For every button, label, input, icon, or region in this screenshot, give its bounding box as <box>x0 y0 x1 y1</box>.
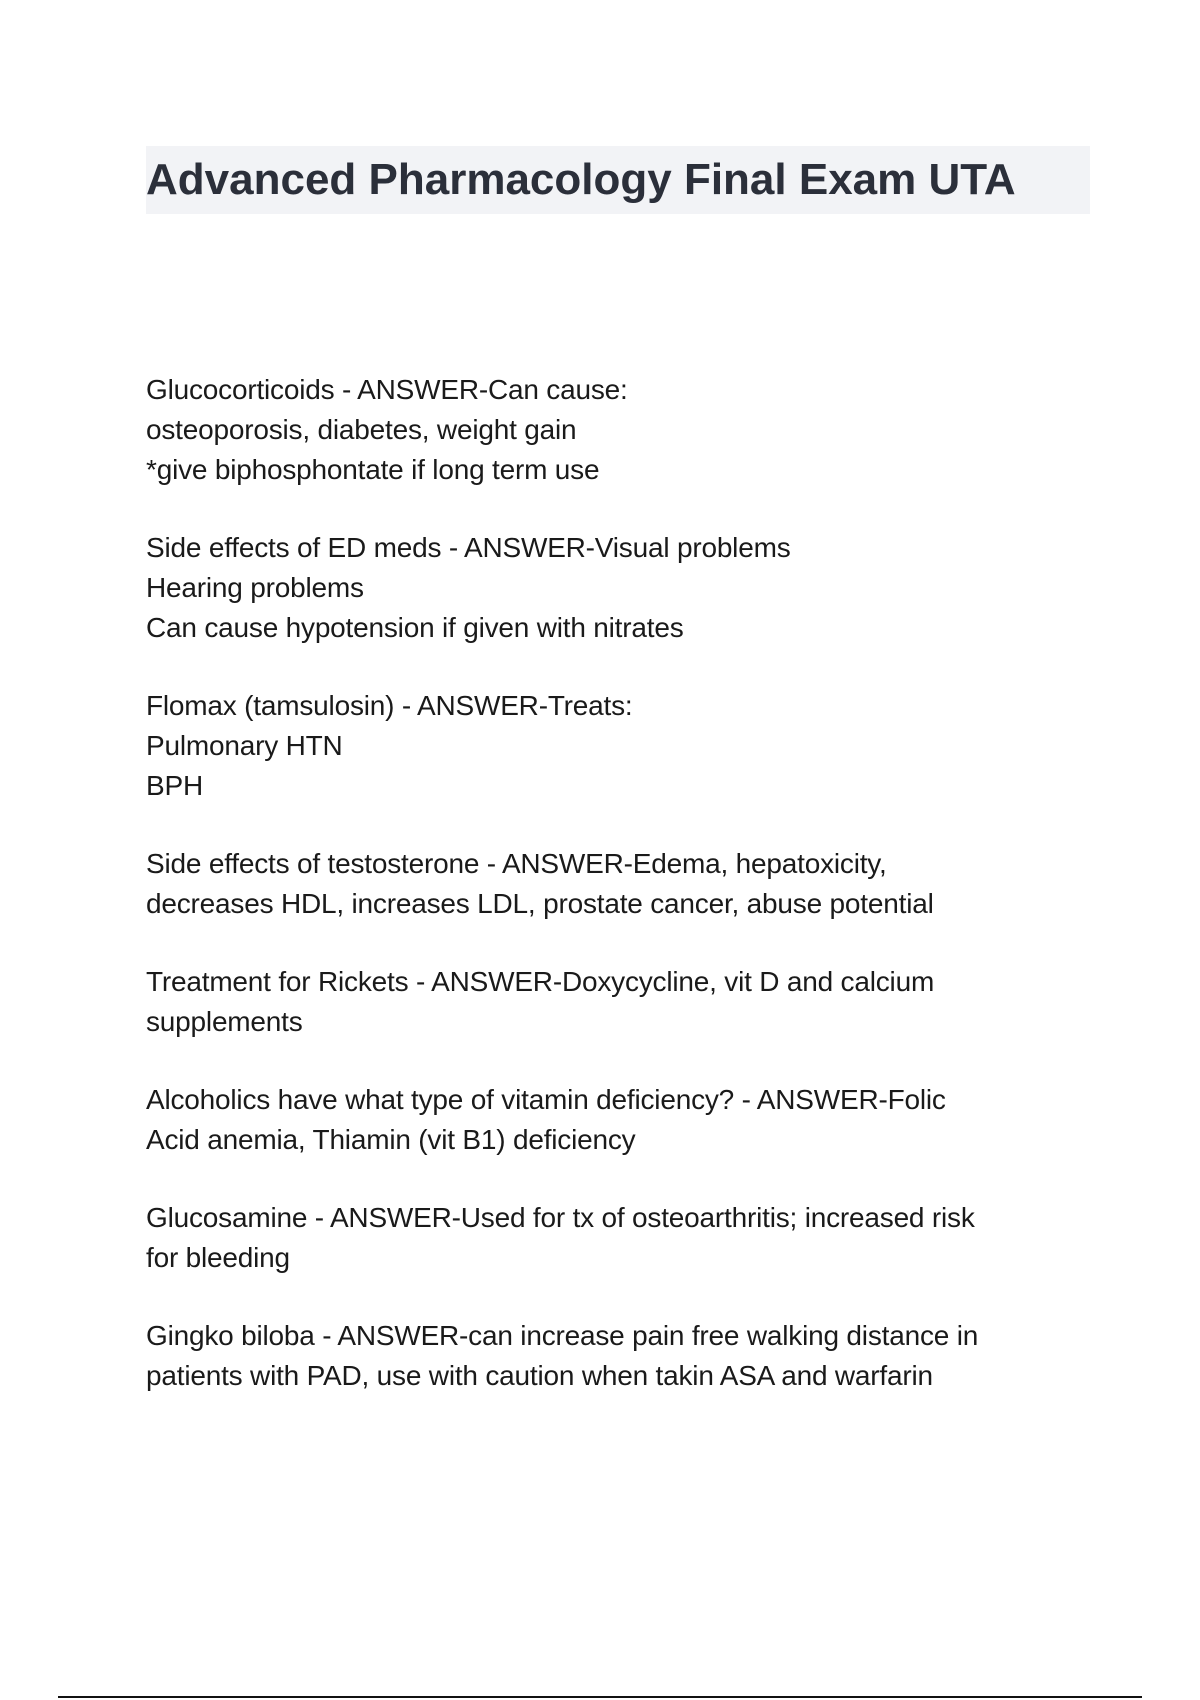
qa-line: Flomax (tamsulosin) - ANSWER-Treats: <box>146 690 633 721</box>
qa-line: patients with PAD, use with caution when takin ASA and warfarin <box>146 1360 933 1391</box>
qa-line: BPH <box>146 770 203 801</box>
qa-line: supplements <box>146 1006 303 1037</box>
qa-entry-rickets <box>146 962 1076 1042</box>
qa-line: Pulmonary HTN <box>146 730 343 761</box>
qa-entry-ed-meds <box>146 528 1076 648</box>
qa-line: decreases HDL, increases LDL, prostate cancer, abuse potential <box>146 888 934 919</box>
qa-entry-testosterone <box>146 844 1076 924</box>
qa-line: osteoporosis, diabetes, weight gain <box>146 414 577 445</box>
qa-list <box>146 370 1076 1434</box>
qa-line: Alcoholics have what type of vitamin deficiency? - ANSWER-Folic <box>146 1084 946 1115</box>
qa-line: Gingko biloba - ANSWER-can increase pain free walking distance in <box>146 1320 979 1351</box>
qa-line: Side effects of ED meds - ANSWER-Visual problems <box>146 532 791 563</box>
qa-line: Can cause hypotension if given with nitrates <box>146 612 684 643</box>
qa-line: Glucocorticoids - ANSWER-Can cause: <box>146 374 628 405</box>
qa-entry-flomax <box>146 686 1076 806</box>
qa-entry-glucosamine <box>146 1198 1076 1278</box>
qa-line: Acid anemia, Thiamin (vit B1) deficiency <box>146 1124 636 1155</box>
qa-line: Treatment for Rickets - ANSWER-Doxycycline, vit D and calcium <box>146 966 935 997</box>
qa-entry-alcoholics <box>146 1080 1076 1160</box>
qa-line: *give biphosphontate if long term use <box>146 454 600 485</box>
qa-entry-gingko <box>146 1316 1076 1396</box>
page-bottom-rule <box>58 1696 1142 1698</box>
qa-line: for bleeding <box>146 1242 290 1273</box>
qa-line: Side effects of testosterone - ANSWER-Edema, hepatoxicity, <box>146 848 887 879</box>
qa-line: Hearing problems <box>146 572 364 603</box>
qa-entry-glucocorticoids <box>146 370 1076 490</box>
qa-line: Glucosamine - ANSWER-Used for tx of osteoarthritis; increased risk <box>146 1202 975 1233</box>
page-title: Advanced Pharmacology Final Exam UTA <box>146 155 1016 204</box>
